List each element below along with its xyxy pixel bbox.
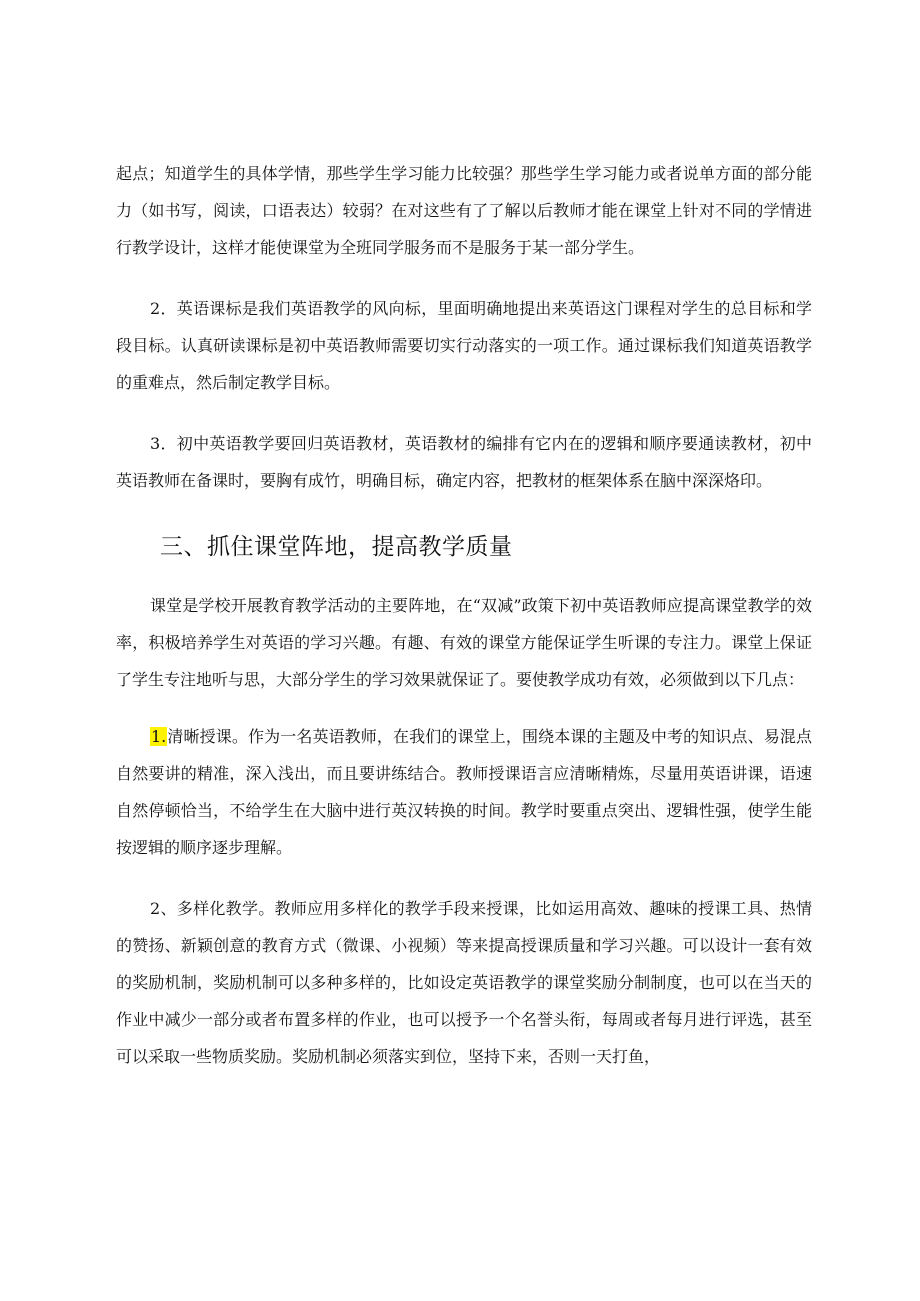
clear-teaching-text: 清晰授课。作为一名英语教师，在我们的课堂上，围绕本课的主题及中考的知识点、易混点自然要讲的精准，深入浅出，而且要讲练结合。教师授课语言应清晰精炼，尽量用英语讲课，语速自然停顿恰当，不给学生在大脑中进行英汉转换的时间。教学时要重点突出、逻辑性强，使学生能按逻辑的顺序逐步理解。 bbox=[116, 727, 812, 857]
paragraph-point-3-textbook: 3．初中英语教学要回归英语教材，英语教材的编排有它内在的逻辑和顺序要通读教材，初中英语教师在备课时，要胸有成竹，明确目标，确定内容，把教材的框架体系在脑中深深烙印。 bbox=[116, 434, 812, 490]
paragraph-classroom-intro: 课堂是学校开展教育教学活动的主要阵地，在“双减”政策下初中英语教师应提高课堂教学的效率，积极培养学生对英语的学习兴趣。有趣、有效的课堂方能保证学生听课的专注力。课堂上保证了学生专注地听与思，大部分学生的学习效果就保证了。要使教学成功有效，必须做到以下几点： bbox=[116, 596, 812, 689]
paragraph-diverse-teaching: 2、多样化教学。教师应用多样化的教学手段来授课，比如运用高效、趣味的授课工具、热情的赞扬、新颖创意的教育方式（微课、小视频）等来提高授课质量和学习兴趣。可以设计一套有效的奖励机制，奖励机制可以多种多样的，比如设定英语教学的课堂奖励分制制度，也可以在当天的作业中减少一部分或者布置多样的作业，也可以授予一个名誉头衔，每周或者每月进行评选，甚至可以采取一些物质奖励。奖励机制必须落实到位，坚持下来，否则一天打鱼， bbox=[116, 899, 812, 1066]
document-page bbox=[116, 155, 812, 1075]
paragraph-intro-continuation: 起点；知道学生的具体学情，那些学生学习能力比较强？那些学生学习能力或者说单方面的部分能力（如书写，阅读，口语表达）较弱？在对这些有了了解以后教师才能在课堂上针对不同的学情进行教学设计，这样才能使课堂为全班同学服务而不是服务于某一部分学生。 bbox=[116, 164, 812, 257]
highlighted-list-marker: 1. bbox=[151, 727, 167, 746]
paragraph-clear-teaching bbox=[116, 718, 812, 866]
paragraph-point-2-curriculum: 2．英语课标是我们英语教学的风向标，里面明确地提出来英语这门课程对学生的总目标和学段目标。认真研读课标是初中英语教师需要切实行动落实的一项工作。通过课标我们知道英语教学的重难点，然后制定教学目标。 bbox=[116, 299, 812, 392]
section-heading: 三、抓住课堂阵地，提高教学质量 bbox=[160, 534, 513, 560]
